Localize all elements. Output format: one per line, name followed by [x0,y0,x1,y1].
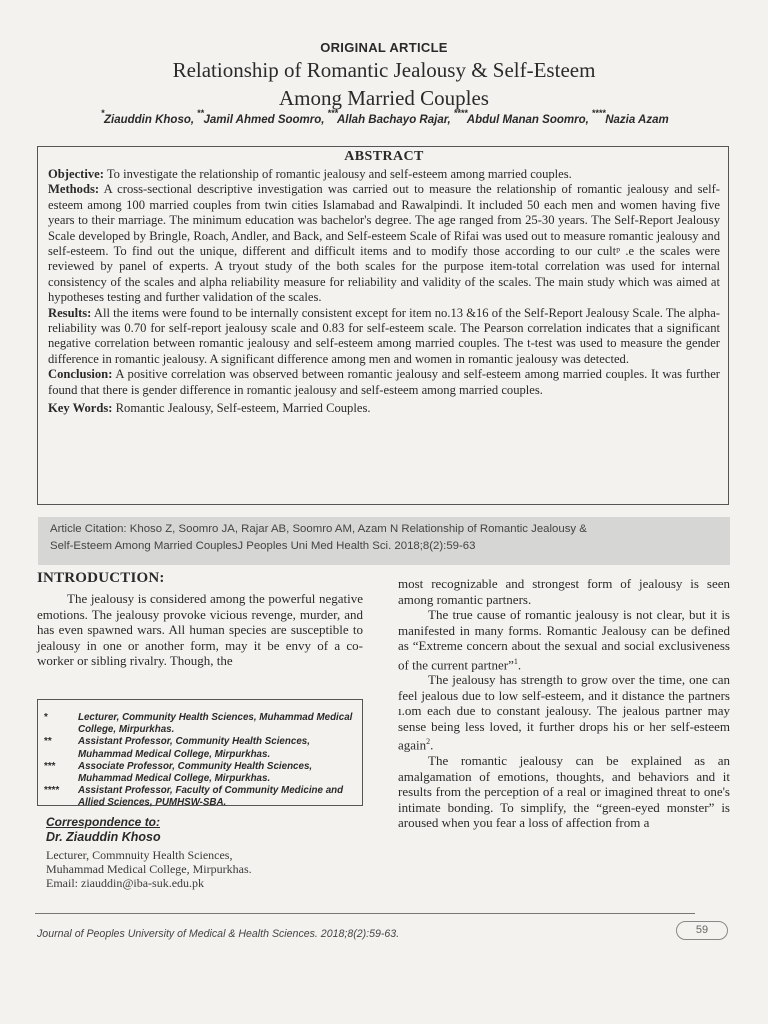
affiliation-item: **** Assistant Professor, Faculty of Community Medicine and Allied Sciences, PUMHSW-SBA. [44,785,344,809]
correspondence-heading: Correspondence to: [46,815,161,829]
introduction-heading: INTRODUCTION: [37,570,165,586]
abstract-objective: Objective: To investigate the relationship of romantic jealousy and self-esteem among married couples. [48,167,572,181]
body-paragraph: The true cause of romantic jealousy is not clear, but it is manifested in many forms. Romantic Jealousy can be defined as “Extreme concern about the sexual and social exclusiveness of the current partner”$^1$. [398,607,730,672]
abstract-conclusion: Conclusion: A positive correlation was observed between romantic jealousy and self-esteem among married couples. It was further found that there is gender difference in romantic jealousy and self-esteem among married couples. [48,367,720,397]
article-title-line-1: Relationship of Romantic Jealousy & Self-Esteem [172,58,596,82]
author: ** Jamil Ahmed Soomro, [197,108,325,126]
article-type-label: ORIGINAL ARTICLE [320,40,448,55]
affiliation-list [44,712,360,810]
author: **** Nazia Azam [592,108,669,126]
author: *** Allah Bachayo Rajar, [327,108,451,126]
reference-marker: 2 [426,737,431,747]
author: * Ziauddin Khoso, [101,108,195,126]
correspondence-details: Lecturer, Commnuity Health Sciences, Muhammad Medical College, Mirpurkhas. Email: ziauddin@iba-suk.edu.pk [46,848,252,890]
correspondence-email: Email: ziauddin@iba-suk.edu.pk [46,876,205,890]
footer-divider [35,913,695,914]
reference-marker: 1 [513,656,518,666]
body-paragraph: most recognizable and strongest form of jealousy is seen among romantic partners. [398,576,730,607]
journal-footer: Journal of Peoples University of Medical & Health Sciences. 2018;8(2):59-63. [37,928,400,940]
author: **** Abdul Manan Soomro, [453,108,589,126]
body-paragraph: The romantic jealousy can be explained as an amalgamation of emotions, thoughts, and behaviors and it results from the perception of a real or imagined threat to one's intimate bonding. To simplify, the “green-eyed monster” is aroused when you fear a loss of affection from a [398,753,730,831]
article-citation: Article Citation: Khoso Z, Soomro JA, Rajar AB, Soomro AM, Azam N Relationship of Romantic Jealousy & Self-Esteem Among Married CouplesJ Peoples Uni Med Health Sci. 2018;8(2):59-63 [38,517,730,565]
page-number: 59 [676,921,728,940]
correspondence-name: Dr. Ziauddin Khoso [46,830,161,844]
abstract-results: Results: All the items were found to be internally consistent except for item no.13 &16 of the Self-Report Jealousy Scale. The alpha-reliability was 0.70 for self-report jealousy scale and 0.83 for self-esteem scale. The Pearson correlation indicates that a significant negative correlation between romantic jealousy and self-esteem among married couples. The t-test was used to measure the gender difference in romantic jealousy. A significant difference among men and women in romantic jealousy was detected. [48,305,720,366]
abstract-keywords: Key Words: Romantic Jealousy, Self-esteem, Married Couples. [48,401,371,416]
affiliation-item: ** Assistant Professor, Community Health Sciences, Muhammad Medical College, Mirpurkhas. [44,736,310,760]
article-title-line-2: Among Married Couples [279,86,489,110]
abstract-heading: ABSTRACT [344,149,424,164]
abstract-methods: Methods: A cross-sectional descriptive investigation was carried out to measure the relationship of romantic jealousy and self-esteem among 100 married couples from twin cities Islamabad and Rawalpindi. It included 50 each men and women having five years to their marriage. The minimum education was bachelor's degree. The age ranged from 25-30 years. The Self-Report Jealousy Scale developed by Bringle, Roach, Andler, and Back, and Self-esteem Scale of Rifai was used out to measure romantic jealousy and self-esteem. To find out the unique, different and difficult items and to modify those according to our cultᵖ .e the scales were reviewed by panel of experts. A tryout study of the both scales for the purpose item-total correlation was used for internal consistency of the scales and alpha reliability measure for reliability and validity of the scales. The main study which was aimed at hypotheses testing and further validation of the scales. [48,182,720,305]
affiliation-item: * Lecturer, Community Health Sciences, Muhammad Medical College, Mirpurkhas. [44,712,353,736]
introduction-paragraph: The jealousy is considered among the powerful negative emotions. The jealousy provoke vicious revenge, murder, and has even spawned wars. All human species are susceptible to jealousy in one or another form, may it be envy of a co-worker or sibling rivalry. Though, the [37,591,363,669]
introduction-right-column [398,576,730,831]
body-paragraph: The jealousy has strength to grow over the time, one can feel jealous due to low self-esteem, and it distance the partners ı.om each due to constant jealousy. The jealous partner may sense being less loved, it further drops his or her self-esteem again$^2$. [398,672,730,753]
abstract-body [48,167,720,417]
author-list [60,108,710,126]
affiliation-item: *** Associate Professor, Community Health Sciences, Muhammad Medical College, Mirpurkhas. [44,760,313,785]
